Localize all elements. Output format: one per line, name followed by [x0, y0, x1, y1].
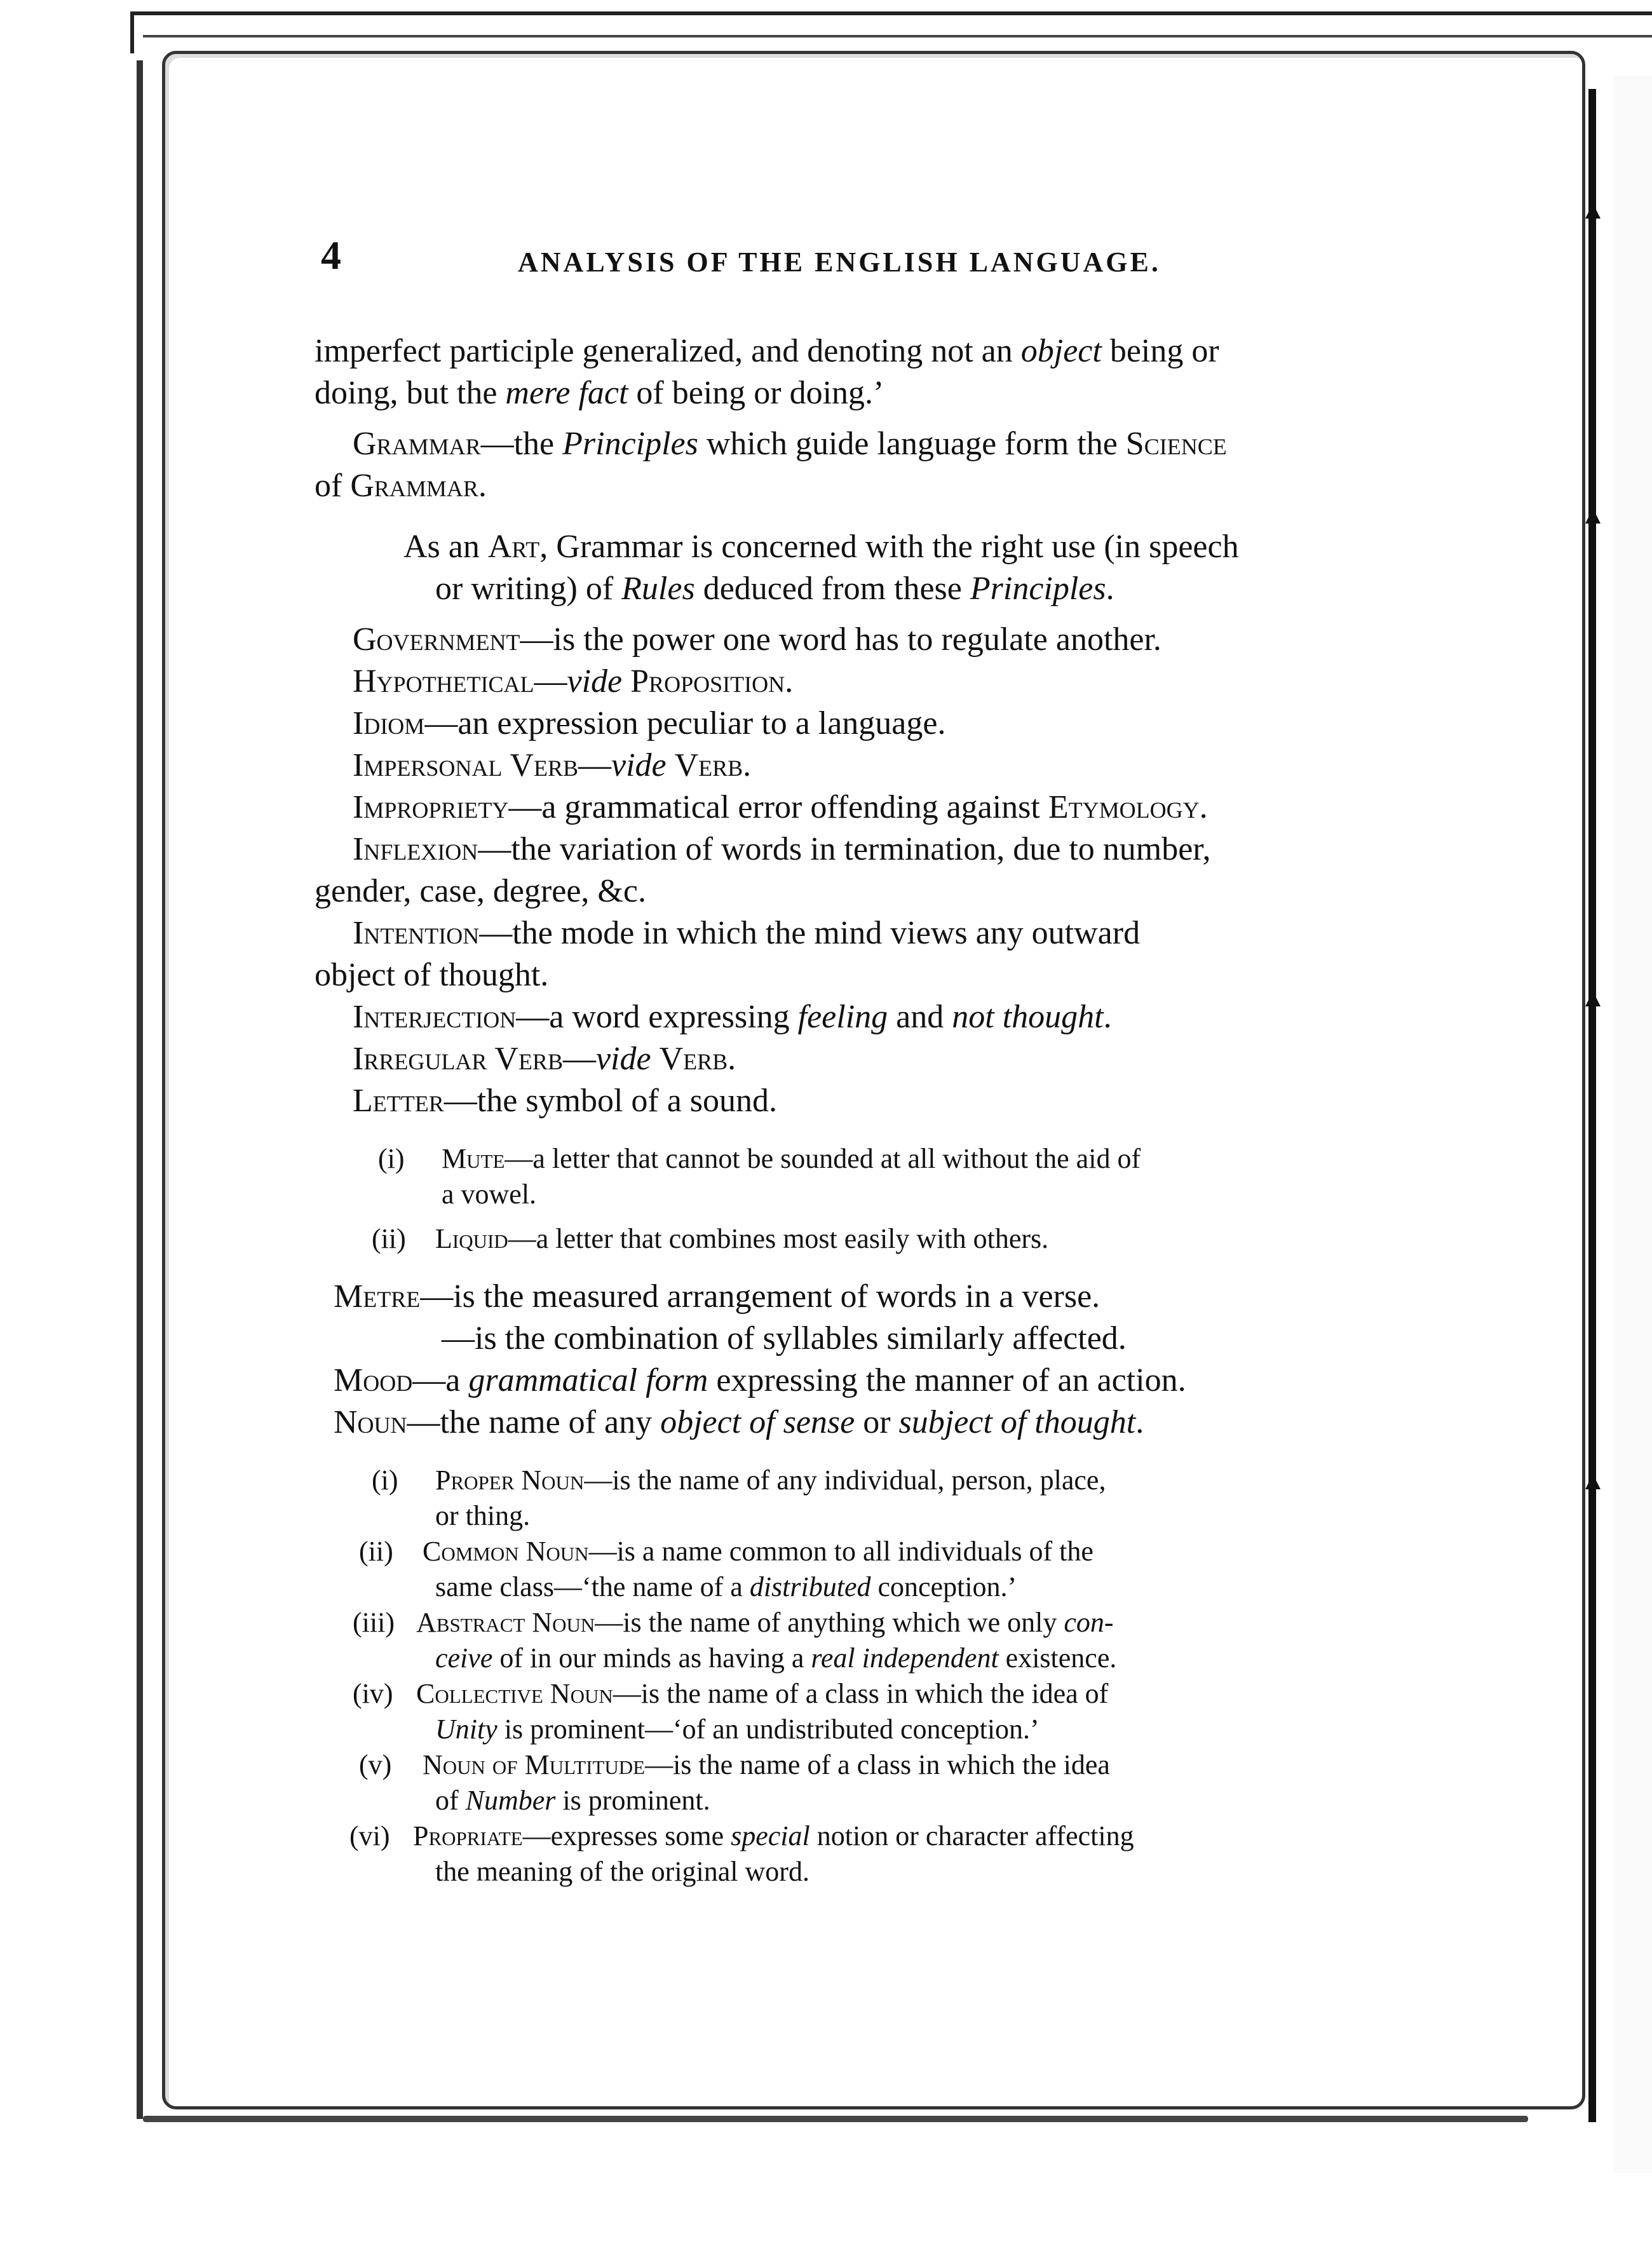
text-line: gender, case, degree, &c.	[315, 873, 646, 909]
entry-government: Government—is the power one word has to regulate another.	[353, 621, 1161, 658]
text-line: a vowel.	[442, 1179, 537, 1210]
sub-entry-collective-noun: (iv) Collective Noun—is the name of a class in which the idea of	[353, 1678, 1109, 1709]
text-line: imperfect participle generalized, and denoting not an object being or	[315, 333, 1219, 369]
text-line: doing, but the mere fact of being or doing.’	[315, 375, 884, 411]
entry-hypothetical: Hypothetical—vide Proposition.	[353, 663, 794, 700]
sub-entry-propriate: (vi) Propriate—expresses some special notion or character affecting	[349, 1820, 1134, 1851]
entry-irregular-verb: Irregular Verb—vide Verb.	[353, 1041, 736, 1077]
entry-noun: Noun—the name of any object of sense or subject of thought.	[334, 1404, 1144, 1440]
binding-mark	[1573, 508, 1611, 525]
page-number: 4	[321, 233, 341, 278]
sub-entry-proper-noun: (i) Proper Noun—is the name of any individual, person, place,	[372, 1465, 1106, 1496]
page-left-edge	[137, 60, 143, 2119]
entry-mood: Mood—a grammatical form expressing the manner of an action.	[334, 1362, 1186, 1398]
entry-interjection: Interjection—a word expressing feeling and not thought.	[353, 999, 1112, 1035]
entry-intention: Intention—the mode in which the mind views any outward	[353, 915, 1141, 951]
sub-entry-mute: (i) Mute—a letter that cannot be sounded at all without the aid of	[378, 1143, 1141, 1174]
binding-mark	[1573, 1474, 1611, 1491]
text-line: object of thought.	[315, 957, 549, 993]
sub-entry-abstract-noun: (iii) Abstract Noun—is the name of anything which we only con-	[353, 1607, 1114, 1638]
sub-entry-liquid: (ii) Liquid—a letter that combines most easily with others.	[372, 1223, 1049, 1254]
text-line: the meaning of the original word.	[435, 1856, 809, 1887]
text-line: same class—‘the name of a distributed conception.’	[435, 1571, 1017, 1602]
entry-grammar: Grammar—the Principles which guide language form the Science	[353, 426, 1227, 462]
entry-letter: Letter—the symbol of a sound.	[353, 1083, 778, 1119]
entry-impersonal-verb: Impersonal Verb—vide Verb.	[353, 747, 752, 783]
sub-entry-noun-of-multitude: (v) Noun of Multitude—is the name of a class in which the idea	[359, 1749, 1110, 1780]
note-art: As an Art, Grammar is concerned with the right use (in speech	[403, 529, 1239, 565]
entry-inflexion: Inflexion—the variation of words in termination, due to number,	[353, 831, 1211, 867]
sub-entry-common-noun: (ii) Common Noun—is a name common to all individuals of the	[359, 1536, 1093, 1567]
page-body	[315, 330, 1433, 1890]
text-line: —is the combination of syllables similarly affected.	[442, 1320, 1127, 1357]
entry-impropriety: Impropriety—a grammatical error offending against Etymology.	[353, 789, 1208, 825]
binding-mark	[1573, 991, 1611, 1008]
entry-metre: Metre—is the measured arrangement of words in a verse.	[334, 1278, 1100, 1315]
running-title: ANALYSIS OF THE ENGLISH LANGUAGE.	[518, 247, 1161, 278]
text-line: of Grammar.	[315, 468, 487, 504]
right-margin	[1614, 76, 1652, 2173]
text-line: Unity is prominent—‘of an undistributed conception.’	[435, 1714, 1039, 1745]
entry-idiom: Idiom—an expression peculiar to a language.	[353, 705, 946, 741]
text-line: or thing.	[435, 1500, 531, 1531]
text-line: or writing) of Rules deduced from these Principles.	[435, 571, 1114, 607]
binding-mark	[1573, 203, 1611, 220]
text-line: ceive of in our minds as having a real independent existence.	[435, 1642, 1117, 1674]
page-bottom-edge	[143, 2116, 1528, 2122]
text-line: of Number is prominent.	[435, 1785, 710, 1816]
book-spine	[1588, 89, 1596, 2122]
page-header	[321, 232, 1446, 283]
